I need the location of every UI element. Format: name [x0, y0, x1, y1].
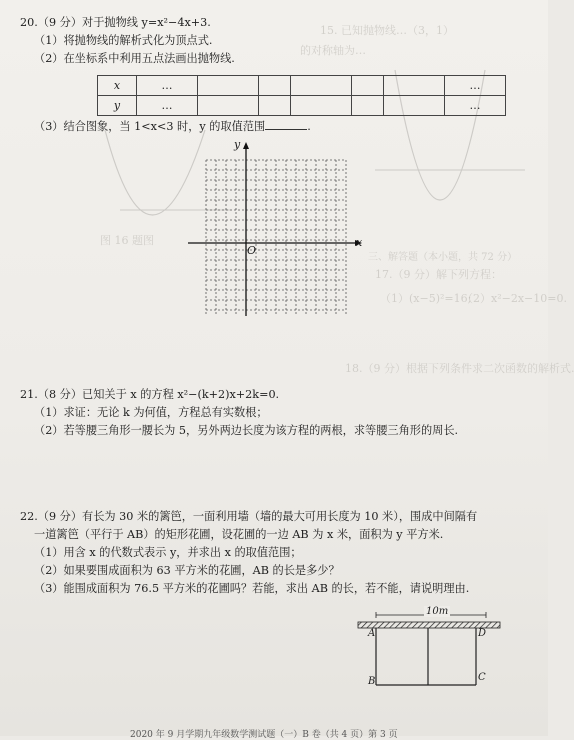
coordinate-grid: [186, 140, 368, 320]
table-cell: [291, 76, 352, 96]
answer-blank[interactable]: [265, 118, 307, 130]
q22-stem-1: 22.（9 分）有长为 30 米的篱笆，一面利用墙（墙的最大可用长度为 10 米），围成中间隔有: [20, 510, 478, 523]
question-21: [20, 386, 530, 440]
q21-part2: （2）若等腰三角形一腰长为 5，另外两边长度为该方程的两根，求等腰三角形的周长.: [34, 424, 459, 437]
table-cell: [291, 96, 352, 116]
question-20: [20, 14, 530, 68]
table-cell: [198, 76, 259, 96]
point-b-label: B: [368, 676, 376, 687]
fence-diagram: [356, 606, 506, 704]
fence-svg: [356, 610, 506, 700]
ghost-q17: 17.（9 分）解下列方程：: [375, 268, 502, 281]
table-row-y: [98, 96, 506, 116]
q20-part2: （2）在坐标系中利用五点法画出抛物线.: [34, 52, 235, 65]
q21-part1: （1）求证：无论 k 为何值，方程总有实数根；: [34, 406, 268, 419]
grid-svg: [186, 140, 368, 316]
ghost-text-1: 15. 已知抛物线…（3，1）: [320, 24, 454, 37]
ghost-section: 三、解答题（本小题，共 72 分）: [368, 252, 518, 263]
ghost-q17b: （2）x²−2x−10=0.: [462, 292, 567, 305]
table-cell: …: [137, 76, 198, 96]
table-row-x: [98, 76, 506, 96]
table-cell: [384, 96, 445, 116]
q22-part2: （2）如果要围成面积为 63 平方米的花圃，AB 的长是多少？: [34, 564, 340, 577]
table-cell: …: [137, 96, 198, 116]
q20-part3: [20, 118, 530, 136]
page-footer: 2020 年 9 月学期九年级数学测试题（一）B 卷（共 4 页）第 3 页: [130, 730, 398, 740]
value-table: [97, 75, 506, 116]
table-cell: [259, 76, 291, 96]
point-a-label: A: [368, 628, 376, 639]
y-axis-label: y: [234, 138, 241, 151]
question-22: [20, 508, 530, 598]
point-c-label: C: [478, 672, 486, 683]
point-d-label: D: [478, 628, 487, 639]
ghost-q18: 18.（9 分）根据下列条件求二次函数的解析式.: [345, 362, 574, 375]
table-cell: x: [98, 76, 137, 96]
wall-length-label: 10m: [426, 606, 449, 617]
ghost-text-2: 的对称轴为…: [300, 44, 366, 57]
x-axis-label: x: [356, 236, 363, 249]
origin-label: O: [247, 244, 257, 257]
q20-part1: （1）将抛物线的解析式化为顶点式.: [34, 34, 213, 47]
table-cell: [352, 96, 384, 116]
table-cell: …: [445, 96, 506, 116]
q22-stem-2: 一道篱笆（平行于 AB）的矩形花圃，设花圃的一边 AB 为 x 米，面积为 y 平方米.: [34, 528, 444, 541]
q22-part1: （1）用含 x 的代数式表示 y，并求出 x 的取值范围；: [34, 546, 302, 559]
table-cell: [198, 96, 259, 116]
q20-part3-text: （3）结合图象，当 1<x<3 时，y 的取值范围: [34, 120, 266, 133]
table-cell: y: [98, 96, 137, 116]
ghost-left-mark: 图 16 题图: [100, 234, 154, 247]
table-cell: …: [445, 76, 506, 96]
q21-stem: 21.（8 分）已知关于 x 的方程 x²−(k+2)x+2k=0.: [20, 388, 280, 401]
table-cell: [259, 96, 291, 116]
ghost-q17a: （1）(x−5)²=16;: [380, 292, 472, 305]
q22-part3: （3）能围成面积为 76.5 平方米的花圃吗？若能，求出 AB 的长，若不能，请说明理由.: [34, 582, 470, 595]
y-axis-arrow: [243, 142, 249, 149]
q20-part3-end: .: [307, 120, 311, 133]
q20-stem: 20.（9 分）对于抛物线 y=x²−4x+3.: [20, 16, 211, 29]
table-cell: [352, 76, 384, 96]
table-cell: [384, 76, 445, 96]
